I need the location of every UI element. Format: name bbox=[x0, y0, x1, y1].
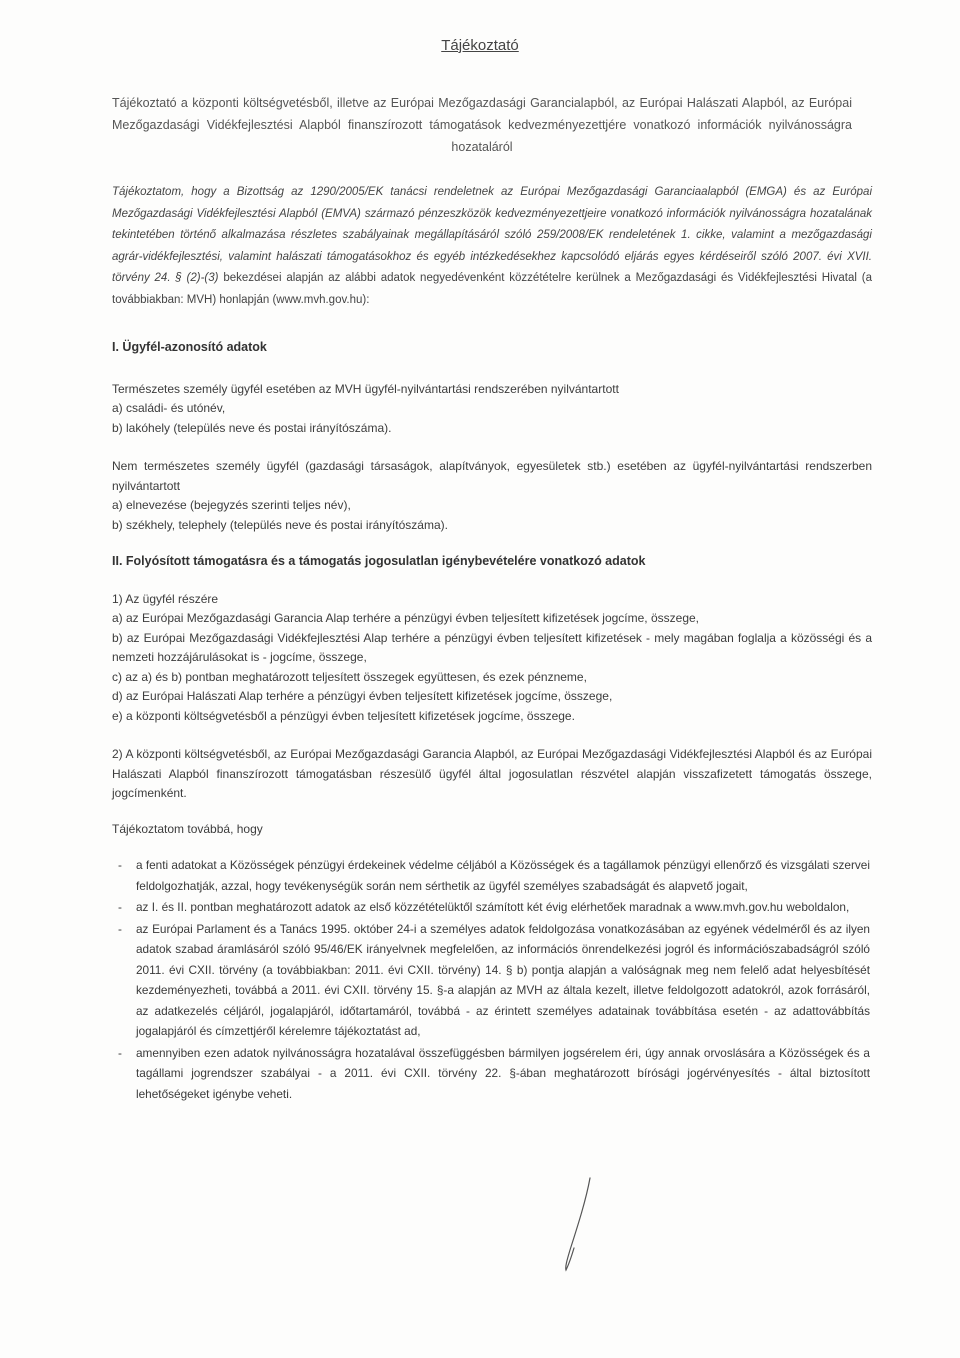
section-2-p1-e: e) a központi költségvetésből a pénzügyi évben teljesített kifizetések jogcíme, összege. bbox=[112, 708, 575, 723]
section-2 bbox=[112, 552, 872, 804]
section-2-p1-intro: 1) Az ügyfél részére bbox=[112, 591, 219, 606]
legal-person-a: a) elnevezése (bejegyzés szerinti teljes név), bbox=[112, 498, 351, 512]
list-item bbox=[118, 855, 870, 896]
list-item-text: az Európai Parlament és a Tanács 1995. október 24-i a személyes adatok feldolgozása vonatkozásában az egyének védelméről és az ilyen adatok szabad áramlásáról szóló 95/46/EK irányelvnek megfelelően, az információs önrendelkezési jogról és információszabadságról szóló 2011. évi CXII. törvény (a továbbiakban: 2011. évi CXII. törvény) 14. § b) pontja alapján a valóságnak meg nem felelő adat helyesbítését kezdeményezheti, továbbá a 2011. évi CXII. törvény 15. §-a alapján az MVH az általa kezelt, illetve feldolgozott adatokról, azok forrásáról, az adatkezelés céljáról, jogalapjáról, időtartamáról, továbbá - az érintett személyes adatainak továbbítása esetén - az adattovábbítás jogalapjáról és címzettjéről kérelemre tájékoztatást ad, bbox=[136, 921, 870, 1038]
legal-person-b: b) székhely, telephely (település neve és postai irányítószáma). bbox=[112, 517, 448, 532]
section-2-heading: II. Folyósított támogatásra és a támogatás jogosulatlan igénybevételére vonatkozó adatok bbox=[112, 554, 646, 568]
section-1-heading: I. Ügyfél-azonosító adatok bbox=[112, 340, 267, 354]
intro-text: Tájékoztató a központi költségvetésből, illetve az Európai Mezőgazdasági Garancialapból, az Európai Halászati Alapból, az Európai Mezőgazdasági Vidékfejlesztési Alapból finanszírozott támogatások kedvezményezettjére vonatkozó információk nyilvánosságra hozataláról bbox=[112, 96, 852, 154]
signature-mark bbox=[548, 1170, 618, 1280]
section-2-p1-b: b) az Európai Mezőgazdasági Vidékfejlesztési Alap terhére a pénzügyi évben teljesített kifizetések - mely magában foglalja a közösségi és a nemzeti hozzájárulásokat is - jogcíme, összege, bbox=[112, 630, 872, 664]
list-item bbox=[118, 897, 870, 918]
list-item bbox=[118, 1043, 870, 1105]
dash-marker: - bbox=[118, 900, 122, 914]
further-list bbox=[118, 855, 870, 1105]
natural-person-b: b) lakóhely (település neve és postai irányítószáma). bbox=[112, 420, 392, 435]
further-intro bbox=[112, 820, 872, 840]
section-2-p1-d: d) az Európai Halászati Alap terhére a pénzügyi évben teljesített kifizetések jogcíme, összege, bbox=[112, 689, 613, 703]
further-intro-text: Tájékoztatom továbbá, hogy bbox=[112, 822, 263, 836]
dash-marker: - bbox=[118, 858, 122, 872]
intro-paragraph bbox=[112, 92, 852, 158]
natural-person-a: a) családi- és utónév, bbox=[112, 401, 226, 415]
section-2-p1-a: a) az Európai Mezőgazdasági Garancia Alap terhére a pénzügyi évben teljesített kifizetések jogcíme, összege, bbox=[112, 611, 699, 625]
section-1 bbox=[112, 338, 872, 535]
list-item-text: az I. és II. pontban meghatározott adatok az első közzétételüktől számított két évig elérhetőek maradnak a www.mvh.gov.hu weboldalon, bbox=[136, 900, 850, 914]
legal-person-intro: Nem természetes személy ügyfél (gazdasági társaságok, alapítványok, egyesületek stb.) esetében az ügyfél-nyilvántartási rendszerben nyilvántartott bbox=[112, 459, 872, 493]
list-item bbox=[118, 919, 870, 1042]
dash-marker: - bbox=[118, 1045, 122, 1060]
legal-basis-regular: bekezdései alapján az alábbi adatok negyedévenként közzétételre kerülnek a Mezőgazdasági és Vidékfejlesztési Hivatal (a továbbiakban: MVH) honlapján (www.mvh.gov.hu): bbox=[112, 272, 872, 306]
list-item-text: a fenti adatokat a Közösségek pénzügyi érdekeinek védelme céljából a Közösségek és a tagállamok pénzügyi ellenőrző és vizsgálati szervei feldolgozhatják, azzal, hogy tevékenységük során nem sérthetik az ügyfél személyes szabadságát és alapvető jogait, bbox=[136, 858, 870, 893]
section-2-p2: 2) A központi költségvetésből, az Európai Mezőgazdasági Garancia Alapból, az Európai Mezőgazdasági Vidékfejlesztési Alapból és az Európai Halászati Alapból finanszírozott támogatásban részesülő ügyfél által jogosulatlan részvétel alapján visszafizetett támogatás összege, jogcímenként. bbox=[112, 747, 872, 800]
list-item-text: amennyiben ezen adatok nyilvánosságra hozatalával összefüggésben bármilyen jogsérelem éri, úgy annak orvoslására a Közösségek és a tagállami jogrendszer szabályai - a 2011. évi CXII. törvény 22. §-ában meghatározott bírósági jogérvényesítés - által biztosított lehetőségeket igénybe veheti. bbox=[136, 1045, 870, 1101]
legal-basis-italic: Tájékoztatom, hogy a Bizottság az 1290/2005/EK tanácsi rendeletnek az Európai Mezőgazdasági Garanciaalapból (EMGA) és az Európai Mezőgazdasági Vidékfejlesztési Alapból (EMVA) származó pénzeszközök kedvezményezettjeire vonatkozó információk nyilvánosságra hozatalának tekintetében történő alkalmazása részletes szabályainak megállapításáról szóló 259/2008/EK rendeletének 1. cikke, valamint a mezőgazdasági agrár-vidékfejlesztési, valamint halászati támogatásokhoz és egyéb intézkedésekhez kapcsolódó eljárás egyes kérdéseiről szóló 2007. évi XVII. törvény 24. § (2)-(3) bbox=[112, 186, 872, 285]
legal-basis-paragraph bbox=[112, 182, 872, 312]
title-text: Tájékoztató bbox=[441, 37, 519, 54]
section-2-p1-c: c) az a) és b) pontban meghatározott teljesített összegek együttesen, és ezek pénzneme, bbox=[112, 669, 587, 684]
natural-person-intro: Természetes személy ügyfél esetében az MVH ügyfél-nyilvántartási rendszerében nyilvántartott bbox=[112, 381, 619, 396]
dash-marker: - bbox=[118, 921, 122, 936]
document-title bbox=[0, 37, 960, 54]
